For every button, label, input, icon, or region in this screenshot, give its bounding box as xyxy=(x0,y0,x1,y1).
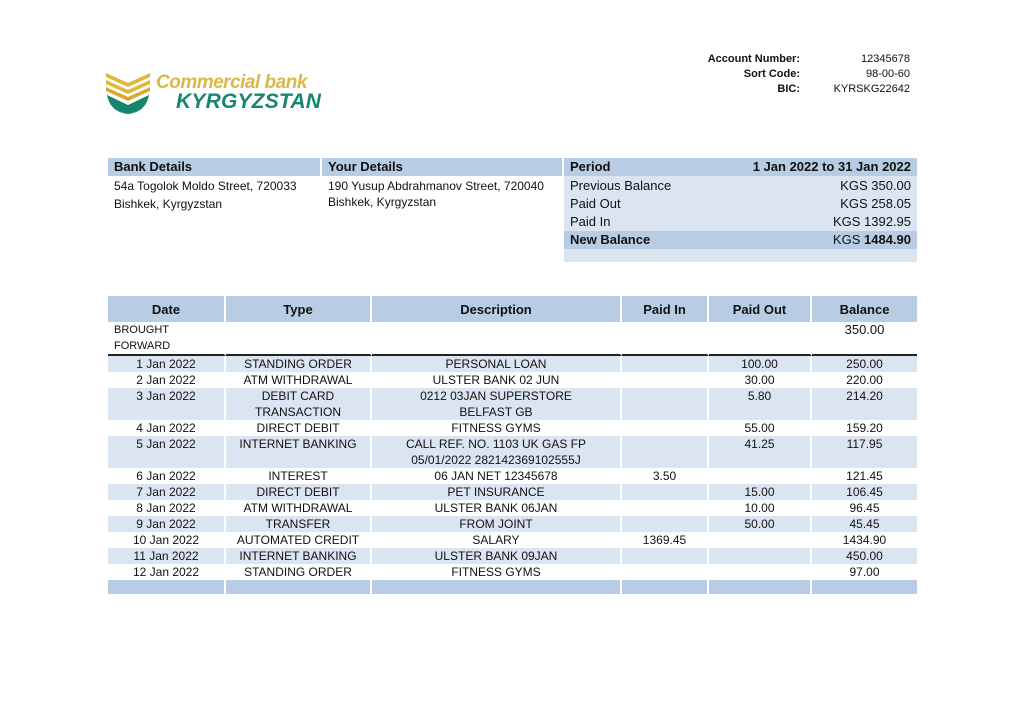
cell-description: 06 JAN NET 12345678 xyxy=(372,468,622,484)
col-header-type: Type xyxy=(226,296,372,322)
col-header-date: Date xyxy=(108,296,226,322)
cell-type: DIRECT DEBIT xyxy=(226,484,372,500)
bank-address-line2: Bishkek, Kyrgyzstan xyxy=(114,197,223,211)
transactions-table xyxy=(108,296,917,594)
col-header-paid-out: Paid Out xyxy=(709,296,812,322)
paid-out-row xyxy=(564,195,917,213)
cell-description: SALARY xyxy=(372,532,622,548)
period-label: Period xyxy=(570,159,611,174)
previous-balance-label: Previous Balance xyxy=(570,178,672,193)
cell-description: FITNESS GYMS xyxy=(372,420,622,436)
account-number-value: 12345678 xyxy=(861,53,910,65)
cell-paid-in xyxy=(622,372,709,388)
cell-type: DEBIT CARD TRANSACTION xyxy=(226,388,372,420)
cell-description: ULSTER BANK 06JAN xyxy=(372,500,622,516)
paid-out-label: Paid Out xyxy=(570,196,621,211)
cell-balance: 250.00 xyxy=(812,356,917,372)
new-balance-label: New Balance xyxy=(570,232,651,247)
cell-type: DIRECT DEBIT xyxy=(226,420,372,436)
cell-description: FROM JOINT xyxy=(372,516,622,532)
period-header xyxy=(564,158,917,176)
cell-date: 7 Jan 2022 xyxy=(108,484,226,500)
cell-description: 0212 03JAN SUPERSTORE BELFAST GB xyxy=(372,388,622,420)
cell-balance: 97.00 xyxy=(849,565,880,579)
cell-date: 3 Jan 2022 xyxy=(108,388,226,420)
new-balance-value xyxy=(833,231,911,249)
cell-description: ULSTER BANK 09JAN xyxy=(372,548,622,564)
cell-paid-out xyxy=(709,468,812,484)
cell-balance: 121.45 xyxy=(846,469,883,483)
cell-balance: 106.45 xyxy=(812,484,917,500)
customer-address-line1: 190 Yusup Abdrahmanov Street, 720040 xyxy=(328,179,544,193)
cell-date: 10 Jan 2022 xyxy=(108,532,226,548)
cell-paid-in: 3.50 xyxy=(622,468,709,484)
cell-paid-in xyxy=(622,436,709,468)
previous-balance-row xyxy=(564,177,917,195)
table-cell-empty xyxy=(709,580,812,594)
cell-type: STANDING ORDER xyxy=(226,564,372,580)
cell-type: ATM WITHDRAWAL xyxy=(226,372,372,388)
cell-paid-in xyxy=(622,548,709,564)
bank-logo-icon xyxy=(104,68,152,116)
col-header-balance: Balance xyxy=(812,296,917,322)
cell-description: FITNESS GYMS xyxy=(372,564,622,580)
table-row xyxy=(108,420,917,436)
logo-text-kyrgyzstan: KYRGYZSTAN xyxy=(176,90,322,113)
table-row xyxy=(108,436,917,468)
cell-type: TRANSFER xyxy=(226,516,372,532)
cell-paid-in xyxy=(622,484,709,500)
cell-paid-out: 10.00 xyxy=(709,500,812,516)
table-row xyxy=(108,532,917,548)
paid-in-label: Paid In xyxy=(570,214,611,229)
cell-type: INTEREST xyxy=(226,468,372,484)
bank-details-header: Bank Details xyxy=(108,158,320,176)
cell-paid-out: 15.00 xyxy=(709,484,812,500)
cell-paid-out: 100.00 xyxy=(709,356,812,372)
cell-type: INTERNET BANKING xyxy=(226,548,372,564)
cell-paid-out: 5.80 xyxy=(709,388,812,420)
table-cell-empty xyxy=(108,580,226,594)
col-header-paid-in: Paid In xyxy=(622,296,709,322)
cell-paid-out: 50.00 xyxy=(709,516,812,532)
cell-balance: 450.00 xyxy=(812,548,917,564)
brought-forward-value: 350.00 xyxy=(812,322,917,356)
cell-date: 6 Jan 2022 xyxy=(108,468,226,484)
table-cell-empty xyxy=(226,322,372,356)
period-summary xyxy=(564,158,917,262)
cell-description: PET INSURANCE xyxy=(372,484,622,500)
cell-paid-in xyxy=(622,356,709,372)
sort-code-label: Sort Code: xyxy=(743,68,800,80)
cell-description: PERSONAL LOAN xyxy=(372,356,622,372)
cell-date: 5 Jan 2022 xyxy=(108,436,226,468)
cell-type: STANDING ORDER xyxy=(226,356,372,372)
table-row xyxy=(108,484,917,500)
bank-logo xyxy=(104,68,322,118)
table-row xyxy=(108,548,917,564)
logo-text-commercial-bank: Commercial bank xyxy=(156,72,307,93)
cell-paid-in xyxy=(622,388,709,420)
table-cell-empty xyxy=(812,580,917,594)
table-cell-empty xyxy=(622,322,709,356)
table-cell-empty xyxy=(226,580,372,594)
cell-type: AUTOMATED CREDIT xyxy=(226,532,372,548)
cell-balance: 45.45 xyxy=(812,516,917,532)
cell-paid-in xyxy=(622,420,709,436)
cell-date: 4 Jan 2022 xyxy=(108,420,226,436)
cell-balance: 1434.90 xyxy=(842,533,887,547)
cell-paid-in xyxy=(622,516,709,532)
cell-paid-in xyxy=(622,564,709,580)
table-row xyxy=(108,468,917,484)
cell-date: 1 Jan 2022 xyxy=(108,356,226,372)
customer-address-line2: Bishkek, Kyrgyzstan xyxy=(328,195,437,209)
table-header-row xyxy=(108,296,917,322)
cell-paid-out xyxy=(709,532,812,548)
cell-paid-in xyxy=(622,500,709,516)
paid-in-row xyxy=(564,213,917,231)
cell-description: ULSTER BANK 02 JUN xyxy=(372,372,622,388)
cell-date: 9 Jan 2022 xyxy=(108,516,226,532)
cell-date: 2 Jan 2022 xyxy=(108,372,226,388)
bic-value: KYRSKG22642 xyxy=(833,83,910,95)
table-footer-row xyxy=(108,580,917,594)
table-cell-empty xyxy=(622,580,709,594)
sort-code-value: 98-00-60 xyxy=(865,68,910,80)
cell-date: 8 Jan 2022 xyxy=(108,500,226,516)
cell-paid-out xyxy=(709,564,812,580)
table-row xyxy=(108,564,917,580)
table-row xyxy=(108,372,917,388)
col-header-description: Description xyxy=(372,296,622,322)
cell-description: CALL REF. NO. 1103 UK GAS FP 05/01/2022 282142369102555J xyxy=(372,436,622,468)
cell-balance: 159.20 xyxy=(846,421,883,435)
table-row xyxy=(108,356,917,372)
new-balance-row xyxy=(564,231,917,249)
new-balance-amount: 1484.90 xyxy=(864,232,911,247)
your-details-header: Your Details xyxy=(322,158,562,176)
bank-address-line1: 54a Togolok Moldo Street, 720033 xyxy=(114,179,297,193)
cell-date: 12 Jan 2022 xyxy=(108,564,226,580)
cell-type: ATM WITHDRAWAL xyxy=(226,500,372,516)
table-cell-empty xyxy=(709,322,812,356)
cell-paid-out: 41.25 xyxy=(709,436,812,468)
bic-label: BIC: xyxy=(777,83,800,95)
cell-balance: 96.45 xyxy=(849,501,880,515)
table-cell-empty xyxy=(372,580,622,594)
cell-balance: 117.95 xyxy=(812,436,917,468)
cell-type: INTERNET BANKING xyxy=(226,436,372,468)
previous-balance-value: KGS 350.00 xyxy=(840,178,911,193)
cell-balance: 220.00 xyxy=(846,373,883,387)
cell-date: 11 Jan 2022 xyxy=(108,548,226,564)
table-cell-empty xyxy=(372,322,622,356)
period-range: 1 Jan 2022 to 31 Jan 2022 xyxy=(752,159,911,174)
brought-forward-label: BROUGHT FORWARD xyxy=(108,322,226,356)
cell-balance: 214.20 xyxy=(812,388,917,420)
table-row xyxy=(108,516,917,532)
account-number-label: Account Number: xyxy=(707,53,800,65)
paid-in-value: KGS 1392.95 xyxy=(832,214,911,229)
brought-forward-row xyxy=(108,322,917,356)
new-balance-currency: KGS xyxy=(832,232,861,247)
paid-out-value: KGS 258.05 xyxy=(840,196,911,211)
table-row xyxy=(108,388,917,420)
table-row xyxy=(108,500,917,516)
cell-paid-in: 1369.45 xyxy=(622,532,709,548)
cell-paid-out xyxy=(709,548,812,564)
cell-paid-out: 30.00 xyxy=(709,372,812,388)
cell-paid-out: 55.00 xyxy=(709,420,812,436)
